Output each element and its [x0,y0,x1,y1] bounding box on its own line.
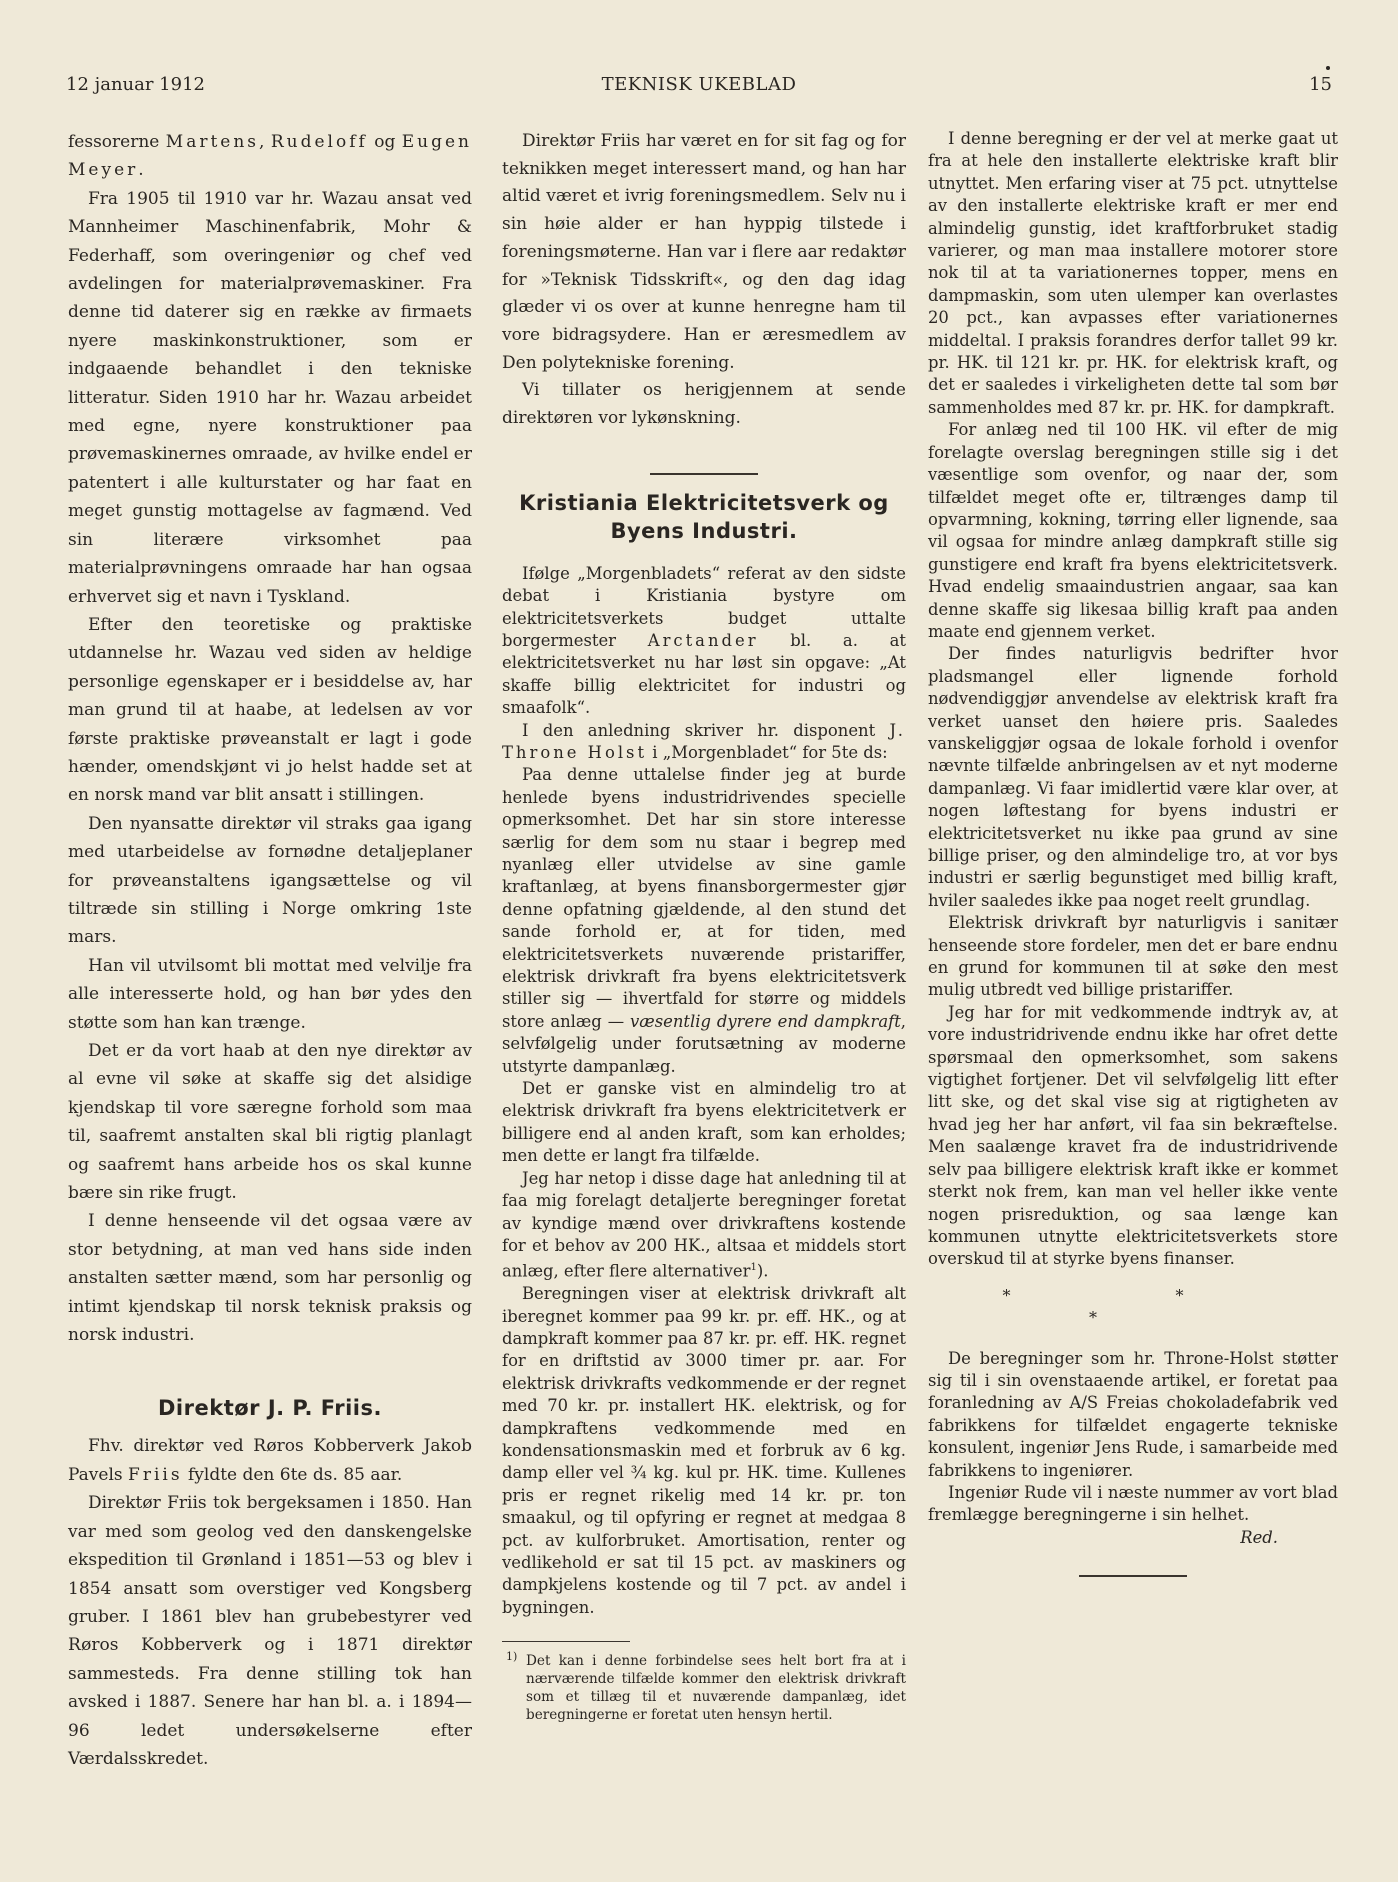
paragraph: Han vil utvilsomt bli mottat med velvilje fra alle interesserte hold, og han bør ydes den støtte som han kan trænge. [68,955,472,1033]
footnote-rule [502,1641,630,1642]
end-divider [1079,1575,1187,1577]
paragraph: fessorerne Martens, Rudeloff og Eugen Meyer. [68,132,472,181]
paragraph: Jeg har for mit vedkommende indtryk av, at vore industridrivende endnu ikke har ofret dette spørsmaal den opmerksomhet, som sakens vigtighet fortjener. Det vil selvfølgelig litt efter litt ske, og det skal vise sig at rigtigheten av hvad jeg her har anført, vil faa sin bekræftelse. Men saalænge kravet fra de industridrivende selv paa billigere elektrisk kraft ikke er kommet sterkt nok frem, kan man vel heller ikke vente nogen prisreduktion, og saa længe kan kommunen utnytte elektricitetsverkets store overskud til at styrke byens finanser. [928,1002,1338,1269]
footnote-ref: 1 [750,1262,757,1274]
issue-date: 12 januar 1912 [66,74,205,95]
page-dot [1326,66,1330,70]
section-stars: * * * [1002,1285,1264,1328]
column-1 [68,128,472,1773]
paragraph: For anlæg ned til 100 HK. vil efter de mig forelagte overslag beregningen stille sig i det væsentlige som ovenfor, og naar der, som tilfældet meget ofte er, tiltrænges damp til opvarmning, kokning, tørring eller lignende, saa vil ogsaa for mindre anlæg dampkraft stille sig gunstigere end kraft fra byens elektricitetsverk. Hvad endelig smaaindustrien angaar, saa kan denne skaffe sig likesaa billig kraft paa anden maate end gjennem verket. [928,420,1338,641]
article-heading-kristiania: Kristiania Elektricitetsverk og Byens Industri. [519,490,889,543]
footnote: 1) Det kan i denne forbindelse sees helt bort fra at i nærværende tilfælde kommer den elektrisk drivkraft som et tillæg til et nuværende dampanlæg, idet beregningerne er foretat uten hensyn hertil. [506,1650,906,1724]
paragraph: De beregninger som hr. Throne-Holst støtter sig til i sin ovenstaaende artikel, er foretat paa foranledning av A/S Freias chokoladefabrik ved fabrikkens for tilfældet engagerte tekniske konsulent, ingeniør Jens Rude, i samarbeide med fabrikkens to ingeniører. [928,1348,1338,1480]
paragraph: Den nyansatte direktør vil straks gaa igang med utarbeidelse av fornødne detaljeplaner for prøveanstaltens igangsættelse og vil tiltræde sin stilling i Norge omkring 1ste mars. [68,813,472,948]
paragraph: Jeg har netop i disse dage hat anledning til at faa mig forelagt detaljerte beregninger foretat av kyndige mænd over drivkraftens kostende for et behov av 200 HK., altsaa et middels stort anlæg, efter flere alternativer$^1$). [502,1168,906,1281]
publication-title: TEKNISK UKEBLAD [601,74,797,95]
paragraph: Vi tillater os herigjennem at sende direktøren vor lykønskning. [502,380,906,429]
paragraph: Fra 1905 til 1910 var hr. Wazau ansat ved Mannheimer Maschinenfabrik, Mohr & Federhaff, som overingeniør og chef ved avdelingen for materialprøvemaskiner. Fra denne tid daterer sig en række av firmaets nyere maskinkonstruktioner, som er indgaaende behandlet i den tekniske litteratur. Siden 1910 har hr. Wazau arbeidet med egne, nyere konstruktioner paa prøvemaskinernes omraade, av hvilke endel er patentert i alle kulturstater og har faat en meget gunstig mottagelse av fagmænd. Ved sin literære virksomhet paa materialprøvningens omraade har han ogsaa erhvervet sig et navn i Tyskland. [68,188,472,607]
paragraph: Beregningen viser at elektrisk drivkraft alt iberegnet kommer paa 99 kr. pr. eff. HK., og at dampkraft kommer paa 87 kr. pr. eff. HK. regnet for en driftstid av 3000 timer pr. aar. For elektrisk drivkrafts vedkommende er der regnet med 70 kr. pr. installert HK. elektrisk, og for dampkraftens vedkommende med en kondensationsmaskin med et forbruk av 6 kg. damp eller vel ¾ kg. kul pr. HK. time. Kullenes pris er regnet rikelig med 14 kr. pr. ton smaakul, og til opfyring er regnet at medgaa 8 pct. av kulforbruket. Amortisation, renter og vedlikehold er sat til 15 pct. av maskiners og dampkjelens kostende og til 7 pct. av andel i bygningen. [502,1284,906,1617]
paragraph: Det er da vort haab at den nye direktør av al evne vil søke at skaffe sig det alsidige kjendskap til vore særegne forhold som maa til, saafremt anstalten skal bli rigtig planlagt og saafremt hans arbeide hos os skal kunne bære sin rike frugt. [68,1041,472,1204]
paragraph: Efter den teoretiske og praktiske utdannelse hr. Wazau ved siden av heldige personlige egenskaper er i besiddelse av, har man grund til at haabe, at ledelsen av vor første praktiske prøveanstalt er lagt i gode hænder, omendskjønt vi jo helst hadde set at en norsk mand var blit ansatt i stillingen. [68,614,472,806]
section-divider [650,473,758,475]
paragraph: Direktør Friis har været en for sit fag og for teknikken meget interessert mand, og han har altid været et ivrig foreningsmedlem. Selv nu i sin høie alder er han hyppig tilstede i foreningsmøterne. Han var i flere aar redaktør for »Teknisk Tidsskrift«, og den dag idag glæder vi os over at kunne henregne ham til vore bidragsydere. Han er æresmedlem av Den polytekniske forening. [502,131,906,373]
article-heading-friis: Direktør J. P. Friis. [158,1396,382,1421]
paragraph: Der findes naturligvis bedrifter hvor pladsmangel eller lignende forhold nødvendiggjør anvendelse av elektrisk kraft fra verket uanset den høiere pris. Saaledes vanskeliggjør ogsaa de lokale forhold i ovenfor nævnte tilfælde anbringelsen av et nyt moderne dampanlæg. Vi faar imidlertid være klar over, at nogen løftestang for byens industri er elektricitetsverket nu ikke paa grund av sine billige priser, og den almindelige tro, at vor bys industri er særlig begunstiget med billig kraft, hviler saaledes ikke paa noget reelt grundlag. [928,644,1338,910]
paragraph: Direktør Friis tok bergeksamen i 1850. Han var med som geolog ved den danskengelske ekspedition til Grønland i 1851—53 og blev i 1854 ansatt som overstiger ved Kongsberg gruber. I 1861 blev han grubebestyrer ved Røros Kobberverk og i 1871 direktør sammesteds. Fra denne stilling tok han avsked i 1887. Senere har han bl. a. i 1894—96 ledet undersøkelserne efter Værdalsskredet. [68,1493,472,1769]
page-number: 15 [1309,74,1332,95]
paragraph: Paa denne uttalelse finder jeg at burde henlede byens industridrivendes specielle opmerksomhet. Det har sin store interesse særlig for dem som nu staar i begrep med nyanlæg eller utvidelse av sine gamle kraftanlæg, at byens finansborgermester gjør denne opfatning gjældende, al den stund det sande forhold er, at for tiden, med elektricitetsverkets nuværende pristariffer, elektrisk drivkraft fra byens elektricitetsverk stiller sig — ihvertfald for større og middels store anlæg — væsentlig dyrere end dampkraft, selvfølgelig under forutsætning av moderne utstyrte dampanlæg. [502,765,906,1076]
column-3 [928,128,1338,1577]
paragraph: I denne henseende vil det ogsaa være av stor betydning, at man ved hans side inden anstalten sætter mænd, som har personlig og intimt kjendskap til norsk teknisk praksis og norsk industri. [68,1211,472,1346]
paragraph: I den anledning skriver hr. disponent J. Throne Holst i „Morgenbladet“ for 5te ds: [502,720,906,762]
column-2 [502,128,906,1724]
editor-signature: Red. [1240,1527,1278,1547]
paragraph: Fhv. direktør ved Røros Kobberverk Jakob Pavels Friis fyldte den 6te ds. 85 aar. [68,1436,472,1485]
footnote-mark: 1) [506,1650,518,1664]
paragraph: Elektrisk drivkraft byr naturligvis i sanitær henseende store fordeler, men det er bare endnu en grund for kommunen til at søke den mest mulig utbredt ved billige pristariffer. [928,913,1338,1000]
paragraph: Det er ganske vist en almindelig tro at elektrisk drivkraft fra byens elektricitetverk er billigere end al anden kraft, som kan erholdes; men dette er langt fra tilfælde. [502,1079,906,1166]
paragraph: Ingeniør Rude vil i næste nummer av vort blad fremlægge beregningerne i sin helhet. [928,1482,1338,1525]
page-header [66,74,1332,104]
paragraph: Ifølge „Morgenbladets“ referat av den sidste debat i Kristiania bystyre om elektricitetsverkets budget uttalte borgermester Arctander bl. a. at elektricitetsverket nu har løst sin opgave: „At skaffe billig elektricitet for industri og smaafolk“. [502,563,906,718]
paragraph: I denne beregning er der vel at merke gaat ut fra at hele den installerte elektriske kraft blir utnyttet. Men erfaring viser at 75 pct. utnyttelse av den installerte elektriske kraft er mer end almindelig gunstig, idet kraftforbruket stadig varierer, og man maa installere motorer store nok til at ta variationernes topper, mens en dampmaskin, som uten ulemper kan overlastes 20 pct., kan avpasses efter variationernes middeltal. I praksis forandres derfor tallet 99 kr. pr. HK. til 121 kr. pr. HK. for elektrisk kraft, og det er saaledes i virkeligheten dette tal som bør sammenholdes med 87 kr. pr. HK. for dampkraft. [928,129,1338,417]
